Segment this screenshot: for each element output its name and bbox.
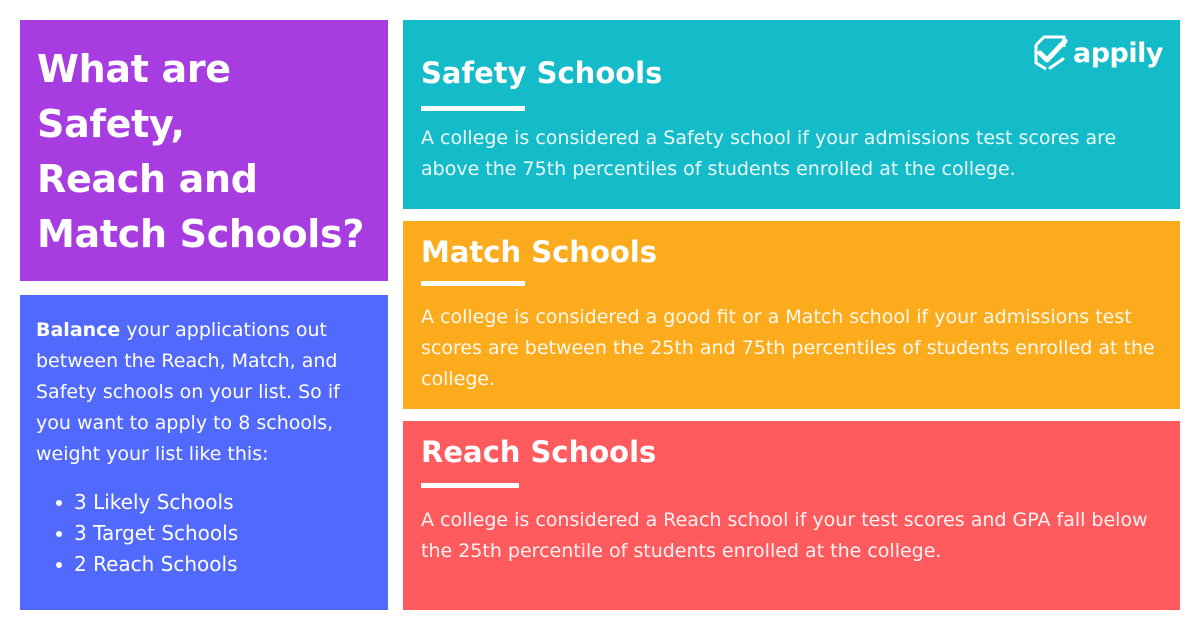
reach-heading-underline: [421, 483, 519, 488]
match-schools-card: [403, 221, 1180, 409]
match-schools-heading: Match Schools: [421, 235, 657, 269]
appily-logo: [1030, 33, 1163, 73]
list-item: 2 Reach Schools: [56, 549, 238, 580]
balance-panel: [20, 295, 388, 610]
checkmark-badge-icon: [1030, 33, 1070, 73]
safety-schools-heading: Safety Schools: [421, 56, 663, 90]
match-schools-description: A college is considered a good fit or a Match school if your admissions test scores are between the 25th and 75th percentiles of students enrolled at the college.: [421, 306, 1155, 390]
title-panel: [20, 20, 388, 281]
logo-wordmark: appily: [1073, 37, 1163, 69]
school-count-list: [56, 487, 238, 580]
balance-lead-text: your applications out between the Reach, Match, and Safety schools on your list. So if you want to apply to 8 schools, weight your list like this:: [36, 319, 340, 465]
reach-schools-description: A college is considered a Reach school if your test scores and GPA fall below the 25th percentile of students enrolled at the college.: [421, 509, 1148, 562]
safety-schools-description: A college is considered a Safety school if your admissions test scores are above the 75th percentiles of students enrolled at the college.: [421, 127, 1117, 180]
reach-schools-heading: Reach Schools: [421, 435, 657, 469]
reach-schools-card: [403, 421, 1180, 610]
match-heading-underline: [421, 281, 525, 286]
balance-intro: [36, 315, 376, 470]
list-item: 3 Target Schools: [56, 518, 238, 549]
list-item: 3 Likely Schools: [56, 487, 238, 518]
balance-lead-bold: Balance: [36, 319, 121, 341]
page-title: What are Safety, Reach and Match Schools?: [37, 47, 365, 256]
safety-heading-underline: [421, 106, 525, 111]
